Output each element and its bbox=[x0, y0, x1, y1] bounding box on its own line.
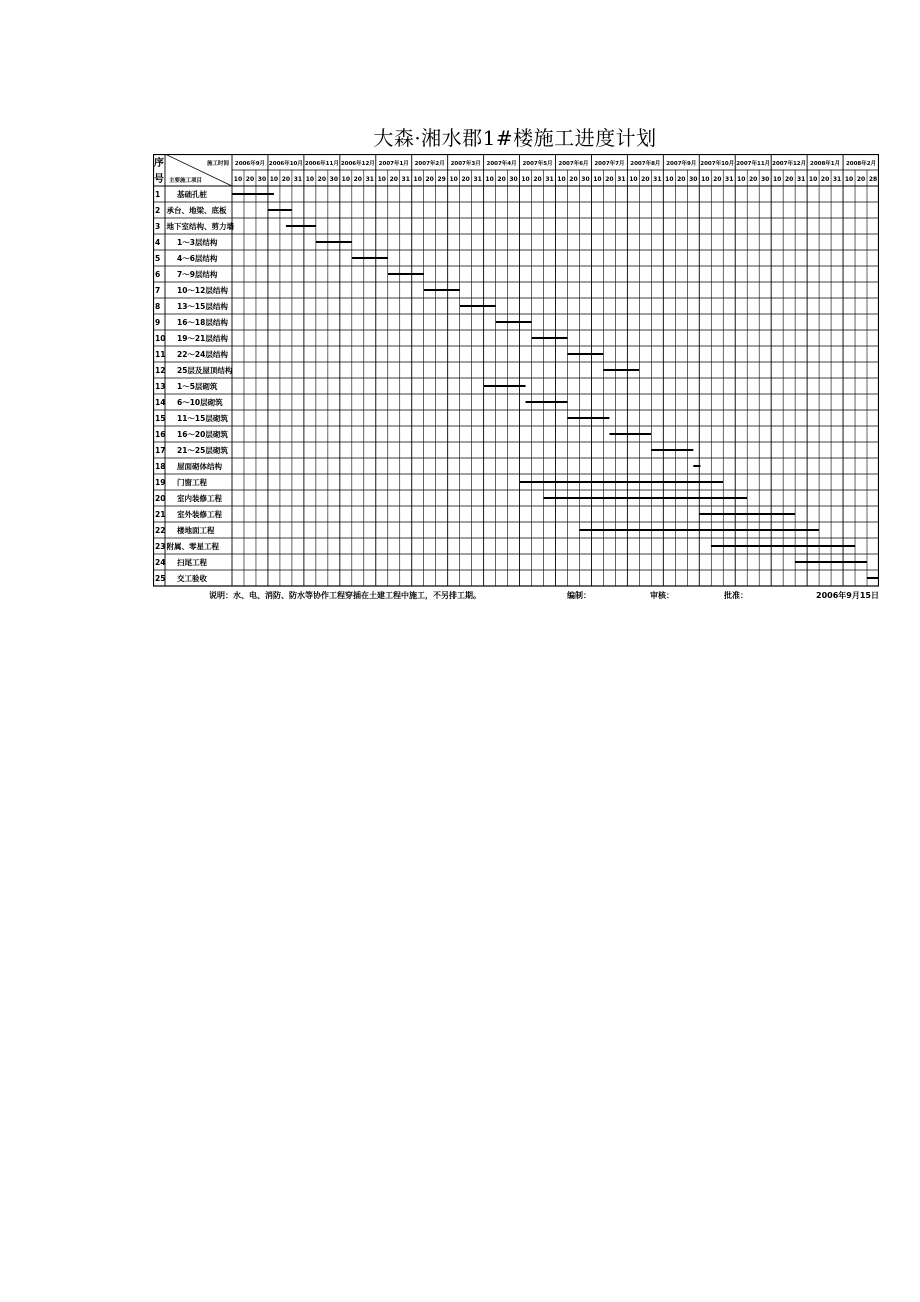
month-label: 2006年11月 bbox=[304, 161, 339, 167]
task-number: 5 bbox=[155, 254, 161, 263]
day-label: 10 bbox=[593, 176, 602, 183]
day-label: 10 bbox=[629, 176, 638, 183]
day-label: 20 bbox=[569, 176, 578, 183]
month-label: 2007年4月 bbox=[486, 161, 517, 167]
day-label: 10 bbox=[772, 176, 782, 183]
task-number: 21 bbox=[155, 510, 166, 519]
task-name: 屋面砌体结构 bbox=[177, 462, 222, 471]
day-label: 20 bbox=[317, 176, 327, 183]
day-label: 29 bbox=[437, 176, 446, 183]
task-number: 14 bbox=[155, 398, 166, 407]
day-label: 31 bbox=[545, 176, 554, 183]
task-name: 附属、零星工程 bbox=[166, 542, 219, 551]
day-label: 31 bbox=[653, 176, 662, 183]
task-name: 基础孔桩 bbox=[177, 190, 207, 199]
day-label: 20 bbox=[425, 176, 434, 183]
task-name: 扫尾工程 bbox=[177, 558, 207, 567]
task-number: 20 bbox=[155, 494, 166, 503]
day-label: 31 bbox=[617, 176, 626, 183]
task-name: 1～5层砌筑 bbox=[177, 382, 218, 391]
task-number: 7 bbox=[155, 286, 161, 295]
day-label: 20 bbox=[605, 176, 614, 183]
task-name: 承台、地梁、底板 bbox=[166, 206, 227, 215]
footer-compiled: 编制： bbox=[567, 591, 591, 600]
task-number: 8 bbox=[155, 302, 161, 311]
month-label: 2007年3月 bbox=[450, 161, 481, 167]
month-label: 2007年10月 bbox=[700, 161, 735, 167]
task-name: 21～25层砌筑 bbox=[177, 446, 228, 455]
day-label: 31 bbox=[725, 176, 734, 183]
day-label: 31 bbox=[473, 176, 482, 183]
task-number: 3 bbox=[155, 222, 161, 231]
day-label: 30 bbox=[509, 176, 518, 183]
task-name: 19～21层结构 bbox=[177, 334, 228, 343]
page-title: 大森·湘水郡1#楼施工进度计划 bbox=[373, 126, 657, 150]
day-label: 10 bbox=[305, 176, 315, 183]
day-label: 10 bbox=[449, 176, 458, 183]
task-number: 2 bbox=[155, 206, 161, 215]
month-label: 2007年7月 bbox=[594, 161, 625, 167]
day-label: 10 bbox=[233, 176, 243, 183]
task-name: 楼地面工程 bbox=[177, 526, 215, 535]
day-label: 10 bbox=[413, 176, 422, 183]
day-label: 20 bbox=[749, 176, 758, 183]
task-name: 门窗工程 bbox=[177, 478, 207, 487]
footer bbox=[153, 590, 879, 604]
day-label: 20 bbox=[353, 176, 362, 183]
task-number: 23 bbox=[155, 542, 166, 551]
task-name: 交工验收 bbox=[177, 574, 207, 583]
day-label: 20 bbox=[245, 176, 255, 183]
day-label: 31 bbox=[365, 176, 374, 183]
gantt-chart bbox=[153, 154, 879, 587]
task-name: 4～6层结构 bbox=[177, 254, 218, 263]
day-label: 20 bbox=[461, 176, 470, 183]
day-label: 30 bbox=[760, 176, 770, 183]
day-label: 20 bbox=[856, 176, 866, 183]
task-name: 地下室结构、剪力墙 bbox=[166, 222, 234, 231]
task-name: 室外装修工程 bbox=[177, 510, 222, 519]
task-number: 6 bbox=[155, 270, 161, 279]
task-name: 1～3层结构 bbox=[177, 238, 218, 247]
day-label: 20 bbox=[497, 176, 506, 183]
task-name: 7～9层结构 bbox=[177, 270, 218, 279]
day-label: 10 bbox=[737, 176, 746, 183]
task-number: 15 bbox=[155, 414, 166, 423]
day-label: 20 bbox=[677, 176, 686, 183]
task-number: 16 bbox=[155, 430, 166, 439]
seq-header-2: 号 bbox=[154, 174, 164, 185]
task-number: 4 bbox=[155, 238, 161, 247]
day-label: 10 bbox=[485, 176, 494, 183]
day-label: 20 bbox=[389, 176, 398, 183]
table-border bbox=[154, 155, 879, 587]
month-label: 2007年11月 bbox=[736, 161, 771, 167]
task-number: 12 bbox=[155, 366, 166, 375]
day-label: 10 bbox=[844, 176, 854, 183]
task-number: 24 bbox=[155, 558, 166, 567]
task-name: 10～12层结构 bbox=[177, 286, 228, 295]
task-name: 25层及屋顶结构 bbox=[177, 366, 233, 375]
day-label: 20 bbox=[281, 176, 291, 183]
day-label: 10 bbox=[521, 176, 530, 183]
item-header-label: 主要施工项目 bbox=[169, 178, 203, 184]
task-name: 室内装修工程 bbox=[177, 494, 222, 503]
month-label: 2007年5月 bbox=[522, 161, 553, 167]
day-label: 10 bbox=[341, 176, 351, 183]
task-number: 18 bbox=[155, 462, 166, 471]
month-label: 2007年1月 bbox=[378, 161, 409, 167]
task-number: 19 bbox=[155, 478, 166, 487]
day-label: 10 bbox=[665, 176, 674, 183]
task-number: 10 bbox=[155, 334, 166, 343]
month-label: 2006年9月 bbox=[234, 161, 266, 167]
seq-header-1: 序 bbox=[154, 158, 164, 169]
time-header-label: 施工时间 bbox=[206, 161, 229, 167]
task-name: 6～10层砌筑 bbox=[177, 398, 223, 407]
day-label: 31 bbox=[832, 176, 842, 183]
day-label: 20 bbox=[784, 176, 794, 183]
task-name: 16～20层砌筑 bbox=[177, 430, 228, 439]
month-label: 2006年10月 bbox=[268, 161, 303, 167]
day-label: 10 bbox=[269, 176, 279, 183]
task-number: 11 bbox=[155, 350, 166, 359]
day-label: 10 bbox=[377, 176, 386, 183]
day-label: 30 bbox=[689, 176, 698, 183]
footer-reviewed: 审核： bbox=[650, 591, 674, 600]
month-label: 2008年2月 bbox=[845, 161, 877, 167]
day-label: 10 bbox=[557, 176, 566, 183]
month-label: 2008年1月 bbox=[810, 161, 841, 167]
day-label: 31 bbox=[401, 176, 410, 183]
task-name: 22～24层结构 bbox=[177, 350, 228, 359]
day-label: 31 bbox=[293, 176, 303, 183]
task-name: 11～15层砌筑 bbox=[177, 414, 228, 423]
day-label: 30 bbox=[581, 176, 590, 183]
day-label: 20 bbox=[820, 176, 830, 183]
day-label: 30 bbox=[329, 176, 339, 183]
task-name: 16～18层结构 bbox=[177, 318, 228, 327]
footer-note: 说明：水、电、消防、防水等协作工程穿插在土建工程中施工，不另排工期。 bbox=[209, 591, 481, 600]
day-label: 30 bbox=[257, 176, 267, 183]
day-label: 10 bbox=[701, 176, 710, 183]
month-label: 2007年2月 bbox=[414, 161, 445, 167]
day-label: 20 bbox=[713, 176, 722, 183]
day-label: 20 bbox=[533, 176, 542, 183]
footer-approved: 批准： bbox=[724, 591, 748, 600]
month-label: 2007年12月 bbox=[772, 161, 807, 167]
task-number: 22 bbox=[155, 526, 166, 535]
day-label: 28 bbox=[868, 176, 878, 183]
task-number: 13 bbox=[155, 382, 166, 391]
month-label: 2006年12月 bbox=[340, 161, 375, 167]
footer-date: 2006年9月15日 bbox=[816, 591, 879, 600]
day-label: 10 bbox=[808, 176, 818, 183]
day-label: 20 bbox=[641, 176, 650, 183]
month-label: 2007年9月 bbox=[666, 161, 697, 167]
task-number: 1 bbox=[155, 190, 161, 199]
month-label: 2007年8月 bbox=[630, 161, 661, 167]
day-label: 31 bbox=[796, 176, 806, 183]
task-number: 9 bbox=[155, 318, 161, 327]
month-label: 2007年6月 bbox=[558, 161, 589, 167]
task-number: 25 bbox=[155, 574, 166, 583]
task-number: 17 bbox=[155, 446, 166, 455]
task-name: 13～15层结构 bbox=[177, 302, 228, 311]
